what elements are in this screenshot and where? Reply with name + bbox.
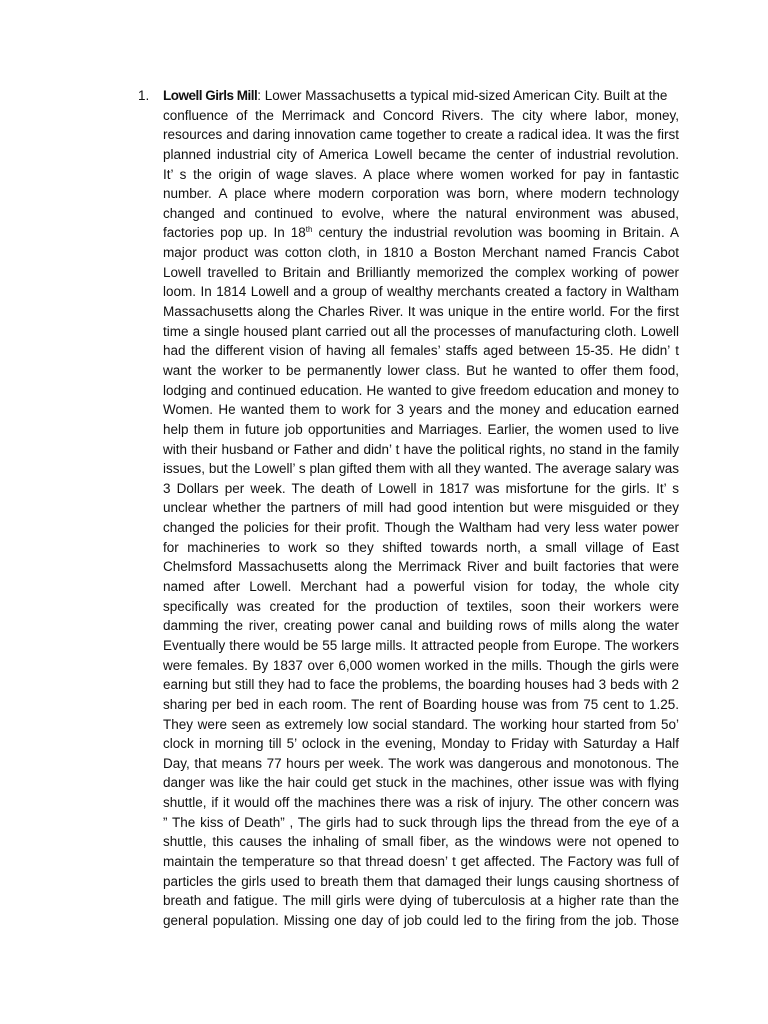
line-text: : Lower Massachusetts a typical mid-sized American City. Built at the (257, 88, 668, 103)
paragraph-line: particles the girls used to breath them that damaged their lungs causing shortness of (163, 873, 679, 889)
paragraph-line: changed the policies for their profit. Though the Waltham had very less water power (163, 520, 679, 536)
paragraph (163, 86, 679, 950)
paragraph-line: number. A place where modern corporation was born, where modern technology (163, 186, 679, 202)
paragraph-line: specifically was created for the production of textiles, soon their workers were (163, 598, 679, 614)
paragraph-line: unclear whether the partners of mill had good intention but were misguided or they (163, 500, 679, 516)
paragraph-line: help them in future job opportunities and Marriages. Earlier, the women used to live (163, 421, 679, 437)
paragraph-line: general population. Missing one day of job could led to the firing from the job. Those (163, 912, 679, 928)
paragraph-line: danger was like the hair could get stuck in the machines, other issue was with flying (163, 775, 679, 791)
paragraph-line: changed and continued to evolve, where the natural environment was abused, (163, 205, 679, 221)
paragraph-line: clock in morning till 5’ oclock in the evening, Monday to Friday with Saturday a Half (163, 736, 679, 752)
paragraph-line: Eventually there would be 55 large mills. It attracted people from Europe. The workers (163, 637, 679, 653)
paragraph-line: issues, but the Lowell’ s plan gifted them with all they wanted. The average salary was (163, 461, 679, 477)
paragraph-line (163, 931, 679, 951)
paragraph-line: 3 Dollars per week. The death of Lowell in 1817 was misfortune for the girls. It’ s (163, 480, 679, 496)
paragraph-line: They were seen as extremely low social standard. The working hour started from 5o’ (163, 716, 679, 732)
paragraph-line: Massachusetts along the Charles River. It was unique in the entire world. For the first (163, 304, 679, 320)
paragraph-line: Women. He wanted them to work for 3 years and the money and education earned (163, 402, 679, 418)
superscript: th (305, 225, 313, 235)
paragraph-line: shuttle, if it would off the machines there was a risk of injury. The other concern was (163, 795, 679, 811)
line-text: century the industrial revolution was booming in Britain. A (312, 225, 679, 241)
paragraph-line: ” The kiss of Death” , The girls had to suck through lips the thread from the eye of a (163, 814, 679, 830)
paragraph-line: had the different vision of having all females’ staffs aged between 15-35. He didn’ t (163, 343, 679, 359)
paragraph-line: planned industrial city of America Lowell became the center of industrial revolution. (163, 146, 679, 162)
paragraph-line: It’ s the origin of wage slaves. A place where women worked for pay in fantastic (163, 166, 679, 182)
paragraph-line: loom. In 1814 Lowell and a group of wealthy merchants created a factory in Waltham (163, 284, 679, 300)
paragraph-line: Lowell travelled to Britain and Brilliantly memorized the complex working of power (163, 264, 679, 280)
paragraph-line: earning but still they had to face the problems, the boarding houses had 3 beds with 2 (163, 677, 679, 693)
paragraph-line: named after Lowell. Merchant had a powerful vision for today, the whole city (163, 579, 679, 595)
paragraph-line (163, 86, 679, 106)
paragraph-line: sharing per bed in each room. The rent of Boarding house was from 75 cent to 1.25. (163, 696, 679, 712)
paragraph-line: Chelmsford Massachusetts along the Merrimack River and built factories that were (163, 559, 679, 575)
paragraph-line: maintain the temperature so that thread doesn’ t get affected. The Factory was full of (163, 853, 679, 869)
heading-lowell-girls-mill: Lowell Girls Mill (163, 88, 258, 103)
paragraph-line: damming the river, creating power canal and building rows of mills along the water (163, 618, 679, 634)
paragraph-line: were females. By 1837 over 6,000 women worked in the mills. Though the girls were (163, 657, 679, 673)
paragraph-line: Day, that means 77 hours per week. The work was dangerous and monotonous. The (163, 755, 679, 771)
paragraph-line: shuttle, this causes the inhaling of small fiber, as the windows were not opened to (163, 834, 679, 850)
list-number: 1. (138, 88, 150, 103)
paragraph-line (163, 223, 679, 243)
paragraph-line: time a single housed plant carried out all the processes of manufacturing cloth. Lowell (163, 323, 679, 339)
paragraph-line: resources and daring innovation came together to create a radical idea. It was the first (163, 127, 679, 143)
paragraph-line: want the worker to be permanently lower class. But he wanted to offer them food, (163, 362, 679, 378)
paragraph-line: breath and fatigue. The mill girls were dying of tuberculosis at a higher rate than the (163, 893, 679, 909)
paragraph-line: for machineries to work so they shifted towards north, a small village of East (163, 539, 679, 555)
line-text: factories pop up. In 18 (163, 225, 306, 241)
paragraph-line: confluence of the Merrimack and Concord Rivers. The city where labor, money, (163, 107, 679, 123)
paragraph-line: with their husband or Father and didn’ t have the political rights, no stand in the family (163, 441, 679, 457)
paragraph-line: major product was cotton cloth, in 1810 a Boston Merchant named Francis Cabot (163, 245, 679, 261)
paragraph-line: lodging and continued education. He wanted to give freedom education and money to (163, 382, 679, 398)
